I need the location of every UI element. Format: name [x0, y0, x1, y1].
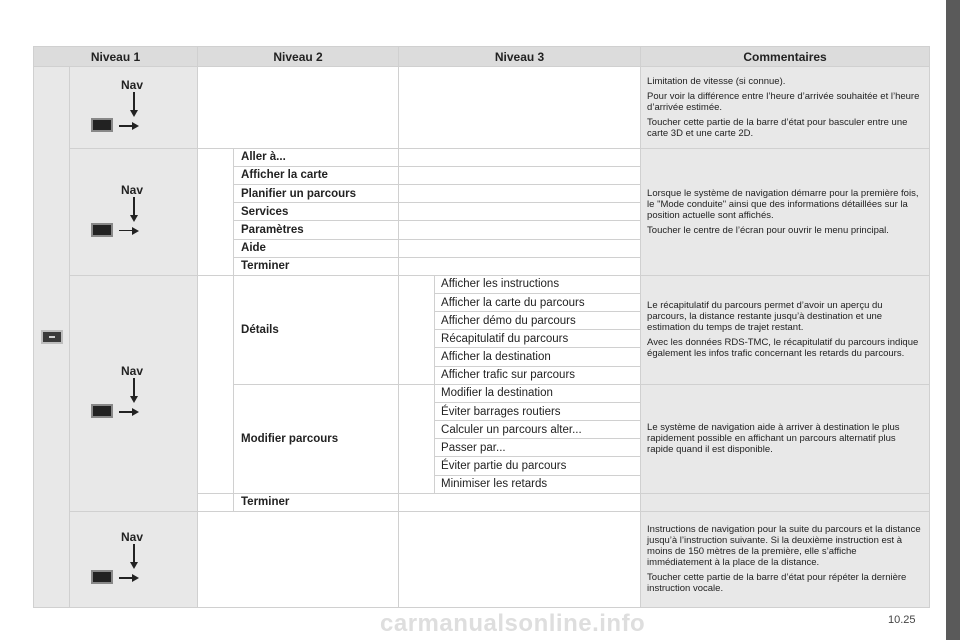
header-niveau-2: Niveau 2: [198, 47, 399, 67]
nav-label: Nav: [121, 182, 144, 197]
comment-text: Toucher le centre de l’écran pour ouvrir le menu principal.: [647, 224, 889, 236]
arrow-right-icon: [119, 227, 139, 234]
nav-label: Nav: [121, 530, 144, 545]
comment-cell: [641, 275, 930, 384]
menu-item: Services: [234, 203, 399, 221]
empty-cell: [399, 257, 641, 275]
comment-cell: [641, 148, 930, 275]
main-menu-cell: [34, 67, 70, 608]
comment-text: Toucher cette partie de la barre d’état pour répéter la dernière instruction vocale.: [647, 572, 907, 595]
comment-text: Pour voir la différence entre l’heure d’arrivée souhaitée et l’heure d’arrivée estimée.: [647, 90, 920, 113]
nav-diagram: [70, 183, 198, 241]
empty-cell: [198, 493, 234, 511]
submenu-item: Éviter barrages routiers: [435, 402, 641, 420]
arrow-right-icon: [119, 574, 139, 581]
watermark: carmanualsonline.info: [380, 610, 646, 637]
arrow-down-icon: [130, 197, 137, 223]
comment-text: Le récapitulatif du parcours permet d’avoir un aperçu du parcours, la distance restante jusqu’à destination et une estimation du temps de trajet restant.: [647, 300, 883, 334]
nav-cell: [70, 511, 198, 607]
submenu-item: Minimiser les retards: [435, 475, 641, 493]
menu-item: Aller à...: [234, 148, 399, 166]
table-row: [34, 67, 930, 149]
empty-cell: [399, 384, 435, 493]
empty-cell: [399, 493, 641, 511]
header-commentaires: Commentaires: [641, 47, 930, 67]
submenu-item: Afficher les instructions: [435, 275, 641, 293]
empty-cell: [198, 67, 399, 149]
nav-cell: [70, 67, 198, 149]
comment-cell: [641, 384, 930, 493]
button-icon: [91, 570, 113, 584]
arrow-down-icon: [130, 544, 137, 570]
empty-cell: [399, 511, 641, 607]
comment-cell: [641, 511, 930, 607]
submenu-item: Afficher trafic sur parcours: [435, 366, 641, 384]
empty-cell: [399, 148, 641, 166]
comment-text: Le système de navigation aide à arriver à destination le plus rapidement possible en affichant un parcours alternatif plus rapide quand il est disponible.: [647, 422, 900, 456]
table-row: [34, 148, 930, 166]
page-number: 10.25: [888, 614, 916, 626]
empty-cell: [198, 275, 234, 493]
comment-text: Instructions de navigation pour la suite du parcours et la distance jusqu’à l’instruction suivante. Si la deuxième instruction est à moins de 150 mètres de la première, elle s’affiche immédiatement à la place de la distance.: [647, 524, 921, 569]
modify-label: Modifier parcours: [234, 384, 399, 493]
details-label: Détails: [234, 275, 399, 384]
empty-cell: [399, 203, 641, 221]
arrow-right-icon: [119, 122, 139, 129]
menu-icon: [41, 330, 63, 344]
submenu-item: Afficher la destination: [435, 348, 641, 366]
empty-comment-cell: [641, 493, 930, 511]
nav-cell: [70, 275, 198, 511]
menu-item: Paramètres: [234, 221, 399, 239]
submenu-item: Calculer un parcours alter...: [435, 421, 641, 439]
submenu-item: Modifier la destination: [435, 384, 641, 402]
button-icon: [91, 404, 113, 418]
empty-cell: [399, 166, 641, 184]
nav-cell: [70, 148, 198, 275]
table-row: [34, 511, 930, 607]
empty-cell: [198, 148, 234, 275]
button-icon: [91, 118, 113, 132]
nav-diagram: [70, 78, 198, 136]
submenu-item: Afficher la carte du parcours: [435, 294, 641, 312]
arrow-down-icon: [130, 92, 137, 118]
nav-diagram: [70, 364, 198, 422]
empty-cell: [399, 67, 641, 149]
comment-text: Lorsque le système de navigation démarre pour la première fois, le "Mode conduite" ainsi que des informations détaillées sur la position actuelle sont affichés.: [647, 187, 919, 221]
menu-item: Planifier un parcours: [234, 185, 399, 203]
nav-label: Nav: [121, 78, 144, 93]
submenu-item: Éviter partie du parcours: [435, 457, 641, 475]
arrow-right-icon: [119, 408, 139, 415]
menu-item: Aide: [234, 239, 399, 257]
arrow-down-icon: [130, 378, 137, 404]
submenu-item: Afficher démo du parcours: [435, 312, 641, 330]
table-row: [34, 275, 930, 293]
navigation-menu-table: [33, 46, 930, 608]
empty-cell: [399, 185, 641, 203]
comment-text: Limitation de vitesse (si connue).: [647, 75, 786, 87]
empty-cell: [198, 511, 399, 607]
comment-cell: [641, 67, 930, 149]
header-niveau-3: Niveau 3: [399, 47, 641, 67]
nav-diagram: [70, 530, 198, 588]
menu-item: Afficher la carte: [234, 166, 399, 184]
submenu-item: Passer par...: [435, 439, 641, 457]
submenu-item: Récapitulatif du parcours: [435, 330, 641, 348]
nav-label: Nav: [121, 364, 144, 379]
page-edge-tab: [946, 0, 960, 640]
empty-cell: [399, 221, 641, 239]
header-row: [34, 47, 930, 67]
menu-item: Terminer: [234, 257, 399, 275]
comment-text: Toucher cette partie de la barre d’état pour basculer entre une carte 3D et une carte 2D.: [647, 116, 908, 139]
empty-cell: [399, 239, 641, 257]
empty-cell: [399, 275, 435, 384]
comment-text: Avec les données RDS-TMC, le récapitulatif du parcours indique également les infos trafic concernant les retards du parcours.: [647, 337, 919, 360]
header-niveau-1: Niveau 1: [34, 47, 198, 67]
end-label: Terminer: [234, 493, 399, 511]
button-icon: [91, 223, 113, 237]
